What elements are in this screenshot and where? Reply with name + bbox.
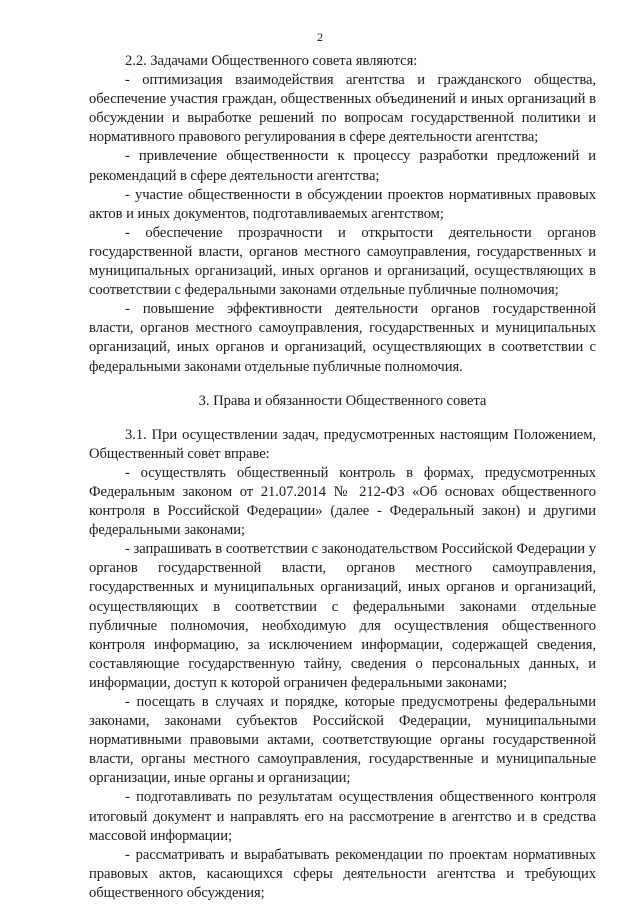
list-item: - посещать в случаях и порядке, которые предусмотрены федеральными законами, законами субъектов Российской Федерации, муниципальными нормативными правовыми актами, соответствующие органы государственной власти, органы местного самоуправления, государственные и муниципальные организации, иные органы и организации; — [89, 694, 596, 787]
list-item: - участие общественности в обсуждении проектов нормативных правовых актов и иных документов, подготавливаемых агентством; — [89, 186, 596, 222]
list-item: - повышение эффективности деятельности органов государственной власти, органов местного самоуправления, государственных и муниципальных организаций, иных органов и организаций, осуществляющих в соответствии с федеральными законами отдельные публичные полномочия. — [89, 301, 596, 375]
list-item: - обеспечение прозрачности и открытости деятельности органов государственной власти, органов местного самоуправления, государственных и муниципальных организаций, иных органов и организаций, осуществляющих в соответствии с федеральными законами отдельные публичные полномочия; — [89, 224, 596, 299]
document-body — [89, 52, 596, 903]
list-item: - подготавливать по результатам осуществления общественного контроля итоговый документ и направлять его на рассмотрение в агентство и в средства массовой информации; — [89, 789, 596, 844]
list-item: - осуществлять общественный контроль в формах, предусмотренных Федеральным законом от 21.07.2014 № 212-ФЗ «Об основах общественного контроля в Российской Федерации» (далее - Федеральный закон) и другими федеральными законами; — [89, 464, 596, 539]
section-3-heading: 3. Права и обязанности Общественного совета — [198, 392, 487, 409]
section-3-1-intro: 3.1. При осуществлении задач, предусмотренных настоящим Положением, Общественный совет вправе: — [89, 426, 596, 462]
page-number: 2 — [317, 30, 323, 44]
list-item: - запрашивать в соответствии с законодательством Российской Федерации у органов государственной власти, органов местного самоуправления, государственных и муниципальных организаций, иных органов и организаций, осуществляющих в соответствии с федеральными законами отдельные публичные полномочия, необходимую для осуществления общественного контроля информацию, за исключением информации, содержащей сведения, составляющие государственную тайну, сведения о персональных данных, и информации, доступ к которой ограничен федеральными законами; — [89, 541, 596, 691]
list-item: - оптимизация взаимодействия агентства и гражданского общества, обеспечение участия граждан, общественных объединений и иных организаций в обсуждении и выработке решений по вопросам государственной политики и нормативного правового регулирования в сфере деятельности агентства; — [89, 72, 596, 146]
list-item: - рассматривать и вырабатывать рекомендации по проектам нормативных правовых актов, касающихся сферы деятельности агентства и требующих общественного обсуждения; — [89, 846, 596, 901]
section-2-2-intro: 2.2. Задачами Общественного совета являются: — [125, 53, 418, 69]
list-item: - привлечение общественности к процессу разработки предложений и рекомендаций в сфере деятельности агентства; — [89, 148, 596, 184]
